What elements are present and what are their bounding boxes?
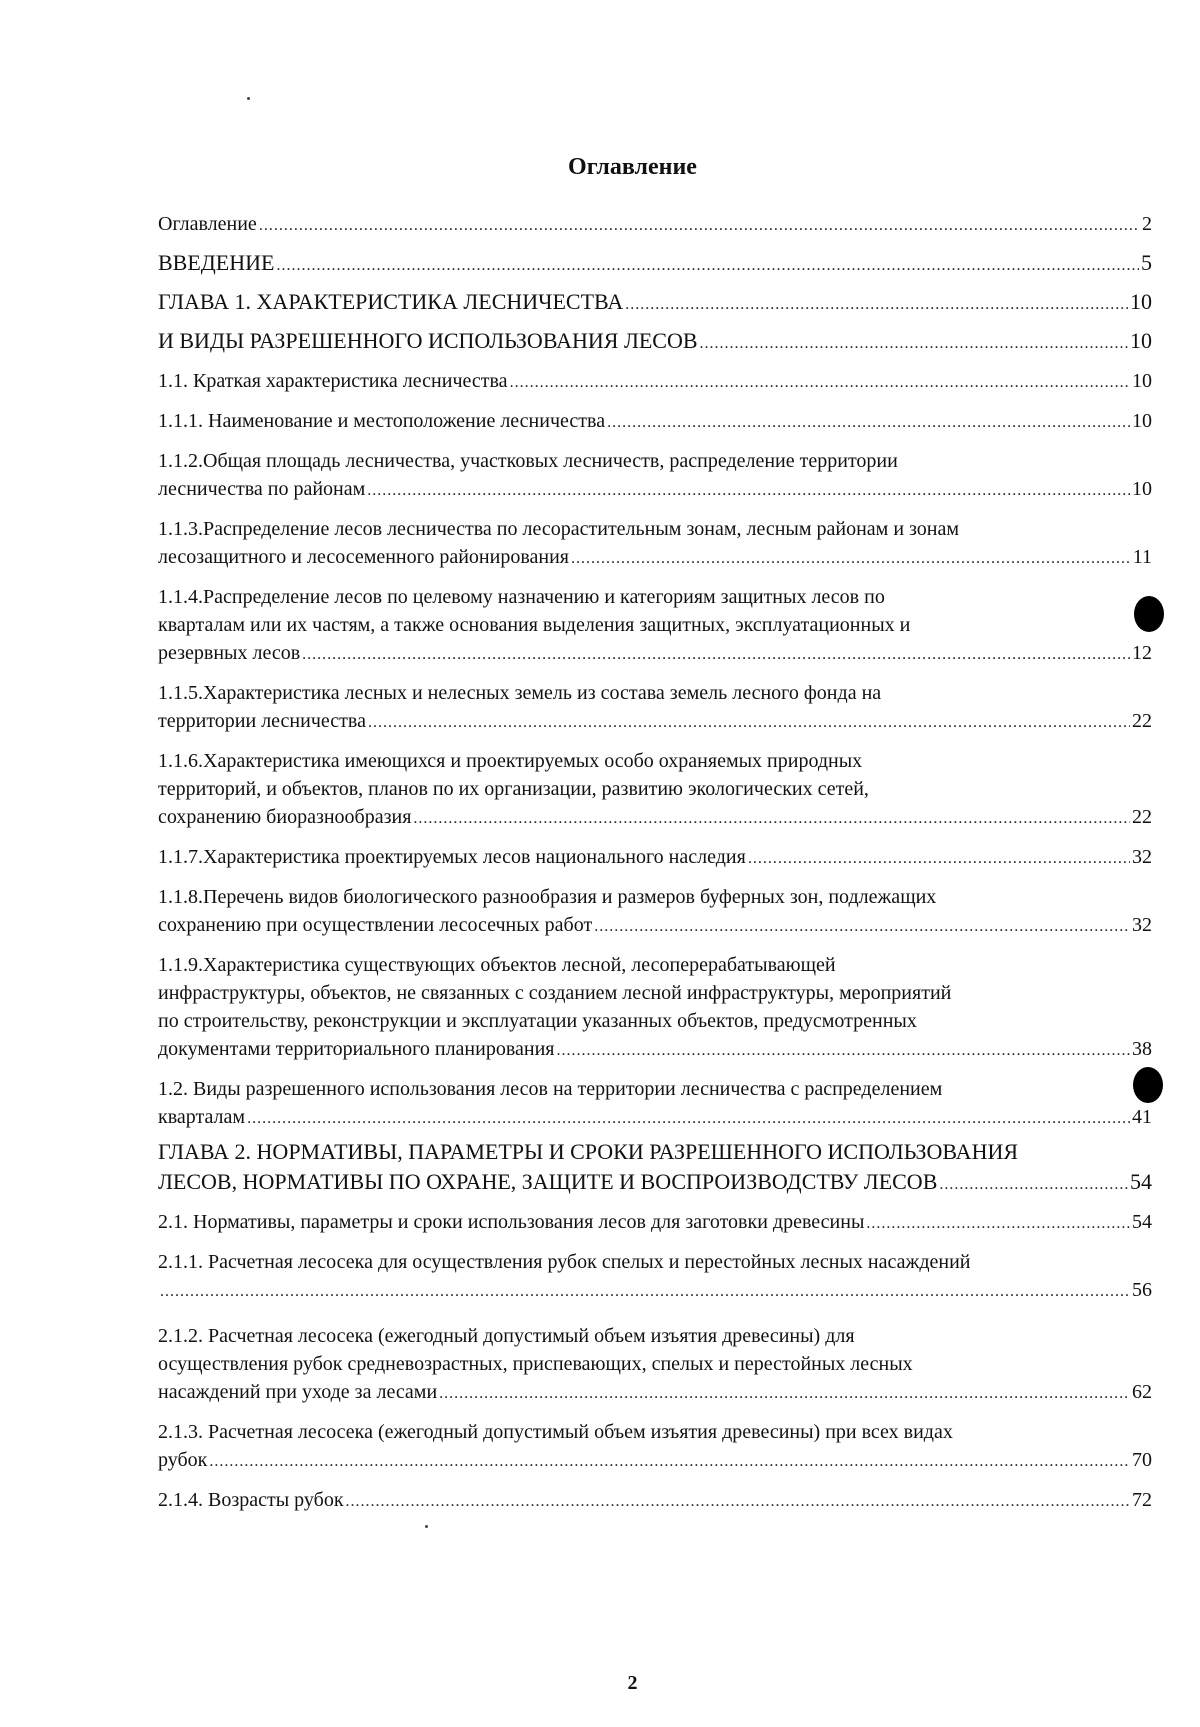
toc-page-number: 22 — [1132, 710, 1152, 732]
toc-page-number: 10 — [1132, 410, 1152, 432]
dot-leader — [748, 845, 1130, 873]
toc-entry — [158, 583, 1152, 669]
toc-entry-title: 1.1.7.Характеристика проектируемых лесов национального наследия — [158, 846, 746, 868]
toc-page-number: 32 — [1132, 914, 1152, 936]
toc-entry-final-line — [158, 287, 1152, 320]
toc-entry-final-line — [158, 639, 1152, 669]
scan-artifact-dot — [1133, 1067, 1163, 1103]
toc-entry-title: документами территориального планирования — [158, 1038, 555, 1060]
toc-entry-title: 1.1.1. Наименование и местоположение лесничества — [158, 410, 606, 432]
dot-leader — [439, 1380, 1130, 1408]
toc-entry-text: 2.1.1. Расчетная лесосека для осуществления рубок спелых и перестойных лесных насаждений — [158, 1251, 971, 1273]
toc-page-number: 32 — [1132, 846, 1152, 868]
dot-leader — [700, 329, 1128, 359]
toc-page-number: 10 — [1132, 370, 1152, 392]
toc-entry-final-line — [158, 707, 1152, 737]
toc-entry-text: по строительству, реконструкции и эксплуатации указанных объектов, предусмотренных — [158, 1010, 917, 1032]
toc-page-number: 2 — [1142, 213, 1152, 235]
toc-page-number: 10 — [1132, 478, 1152, 500]
dot-leader — [346, 1488, 1130, 1516]
toc-page-number: 11 — [1132, 546, 1152, 568]
toc-page-number: 54 — [1130, 1169, 1152, 1194]
toc-entry-text: 2.1.3. Расчетная лесосека (ежегодный допустимый объем изъятия древесины) при всех видах — [158, 1421, 953, 1443]
toc-entry-final-line — [158, 1486, 1152, 1516]
toc-entry-title: насаждений при уходе за лесами — [158, 1381, 438, 1403]
dot-leader — [209, 1448, 1130, 1476]
page-number: 2 — [627, 1672, 638, 1694]
toc-page-number: 10 — [1130, 328, 1152, 353]
toc-entry-text: ГЛАВА 2. НОРМАТИВЫ, ПАРАМЕТРЫ И СРОКИ РАЗРЕШЕННОГО ИСПОЛЬЗОВАНИЯ — [158, 1139, 1019, 1164]
toc-entry — [158, 210, 1152, 240]
toc-entry-text: осуществления рубок средневозрастных, приспевающих, спелых и перестойных лесных — [158, 1353, 913, 1375]
toc-entry — [158, 1248, 1152, 1306]
toc-entry-final-line — [158, 475, 1152, 505]
table-of-contents — [158, 210, 1152, 1526]
toc-entry — [158, 1486, 1152, 1516]
toc-entry — [158, 679, 1152, 737]
dot-leader — [939, 1170, 1128, 1200]
toc-entry-final-line — [158, 248, 1152, 281]
toc-entry-final-line — [158, 911, 1152, 941]
toc-entry-text: кварталам или их частям, а также основания выделения защитных, эксплуатационных и — [158, 614, 911, 636]
dot-leader — [302, 641, 1130, 669]
toc-page-number: 54 — [1132, 1211, 1152, 1233]
toc-entry-title: лесозащитного и лесосеменного районирования — [158, 546, 569, 568]
toc-entry-text: инфраструктуры, объектов, не связанных с созданием лесной инфраструктуры, мероприятий — [158, 982, 952, 1004]
toc-entry-final-line — [158, 407, 1152, 437]
toc-entry-title: 1.1. Краткая характеристика лесничества — [158, 370, 508, 392]
toc-entry — [158, 1137, 1152, 1200]
toc-entry-title: ЛЕСОВ, НОРМАТИВЫ ПО ОХРАНЕ, ЗАЩИТЕ И ВОСПРОИЗВОДСТВУ ЛЕСОВ — [158, 1169, 938, 1194]
dot-leader — [160, 1278, 1130, 1306]
toc-entry-text: 1.1.3.Распределение лесов лесничества по лесорастительным зонам, лесным районам и зонам — [158, 518, 960, 540]
dot-leader — [557, 1037, 1131, 1065]
toc-page-number: 10 — [1130, 289, 1152, 314]
toc-page-number: 38 — [1132, 1038, 1152, 1060]
toc-entry — [158, 747, 1152, 833]
toc-entry-final-line — [158, 1103, 1152, 1133]
toc-entry — [158, 1322, 1152, 1408]
toc-entry-final-line — [158, 1378, 1152, 1408]
toc-page-number: 72 — [1132, 1489, 1152, 1511]
page-title: Оглавление — [568, 154, 697, 180]
toc-entry-text: 1.2. Виды разрешенного использования лесов на территории лесничества с распределением — [158, 1078, 943, 1100]
toc-entry-title: лесничества по районам — [158, 478, 366, 500]
dot-leader — [247, 1105, 1130, 1133]
dot-leader — [276, 251, 1139, 281]
toc-entry-title: сохранению биоразнообразия — [158, 806, 412, 828]
dot-leader — [625, 290, 1128, 320]
toc-entry — [158, 951, 1152, 1065]
toc-entry — [158, 287, 1152, 320]
toc-entry-text: 1.1.4.Распределение лесов по целевому назначению и категориям защитных лесов по — [158, 586, 885, 608]
toc-entry-final-line — [158, 1167, 1152, 1200]
toc-entry — [158, 447, 1152, 505]
scan-speck — [247, 97, 250, 100]
toc-entry — [158, 1418, 1152, 1476]
toc-entry — [158, 883, 1152, 941]
toc-entry-title: 2.1. Нормативы, параметры и сроки использования лесов для заготовки древесины — [158, 1211, 865, 1233]
dot-leader — [571, 545, 1131, 573]
toc-entry — [158, 326, 1152, 359]
toc-entry-final-line — [158, 367, 1152, 397]
toc-page-number: 12 — [1132, 642, 1152, 664]
dot-leader — [367, 477, 1130, 505]
dot-leader — [607, 409, 1130, 437]
toc-entry — [158, 1208, 1152, 1238]
toc-page-number: 56 — [1132, 1279, 1152, 1301]
toc-entry-text: 1.1.2.Общая площадь лесничества, участковых лесничеств, распределение территории — [158, 450, 898, 472]
toc-entry-final-line — [158, 803, 1152, 833]
toc-entry-title: резервных лесов — [158, 642, 301, 664]
toc-entry — [158, 843, 1152, 873]
toc-entry-final-line — [158, 1276, 1152, 1306]
toc-entry-title: территории лесничества — [158, 710, 366, 732]
toc-entry-title: 2.1.4. Возрасты рубок — [158, 1489, 344, 1511]
toc-page-number: 62 — [1132, 1381, 1152, 1403]
toc-entry — [158, 515, 1152, 573]
toc-entry-text: 1.1.9.Характеристика существующих объектов лесной, лесоперерабатывающей — [158, 954, 836, 976]
toc-entry-final-line — [158, 1208, 1152, 1238]
toc-entry-text: 1.1.8.Перечень видов биологического разнообразия и размеров буферных зон, подлежащих — [158, 886, 937, 908]
toc-entry-final-line — [158, 543, 1152, 573]
toc-entry — [158, 248, 1152, 281]
toc-entry-text: 1.1.5.Характеристика лесных и нелесных земель из состава земель лесного фонда на — [158, 682, 882, 704]
dot-leader — [594, 913, 1130, 941]
toc-entry — [158, 407, 1152, 437]
toc-entry-title: Оглавление — [158, 213, 257, 235]
toc-page-number: 5 — [1141, 250, 1152, 275]
toc-page-number: 70 — [1132, 1449, 1152, 1471]
dot-leader — [413, 805, 1130, 833]
dot-leader — [259, 212, 1140, 240]
toc-entry-title: кварталам — [158, 1106, 246, 1128]
scan-artifact-dot — [1134, 596, 1164, 632]
toc-page-number: 41 — [1132, 1106, 1152, 1128]
dot-leader — [510, 369, 1130, 397]
toc-entry-title: И ВИДЫ РАЗРЕШЕННОГО ИСПОЛЬЗОВАНИЯ ЛЕСОВ — [158, 328, 698, 353]
toc-entry-text: 1.1.6.Характеристика имеющихся и проектируемых особо охраняемых природных — [158, 750, 863, 772]
toc-entry-final-line — [158, 210, 1152, 240]
toc-entry — [158, 1075, 1152, 1133]
toc-entry-final-line — [158, 326, 1152, 359]
toc-page-number: 22 — [1132, 806, 1152, 828]
toc-entry-final-line — [158, 843, 1152, 873]
toc-entry-text: 2.1.2. Расчетная лесосека (ежегодный допустимый объем изъятия древесины) для — [158, 1325, 855, 1347]
dot-leader — [368, 709, 1130, 737]
scan-speck — [425, 1525, 428, 1528]
toc-entry-title: рубок — [158, 1449, 208, 1471]
toc-entry-title: сохранению при осуществлении лесосечных работ — [158, 914, 593, 936]
toc-entry-title: ВВЕДЕНИЕ — [158, 250, 275, 275]
toc-entry-title: ГЛАВА 1. ХАРАКТЕРИСТИКА ЛЕСНИЧЕСТВА — [158, 289, 624, 314]
toc-entry-final-line — [158, 1446, 1152, 1476]
toc-entry — [158, 367, 1152, 397]
toc-entry-text: территорий, и объектов, планов по их организации, развитию экологических сетей, — [158, 778, 869, 800]
toc-entry-final-line — [158, 1035, 1152, 1065]
dot-leader — [866, 1210, 1130, 1238]
